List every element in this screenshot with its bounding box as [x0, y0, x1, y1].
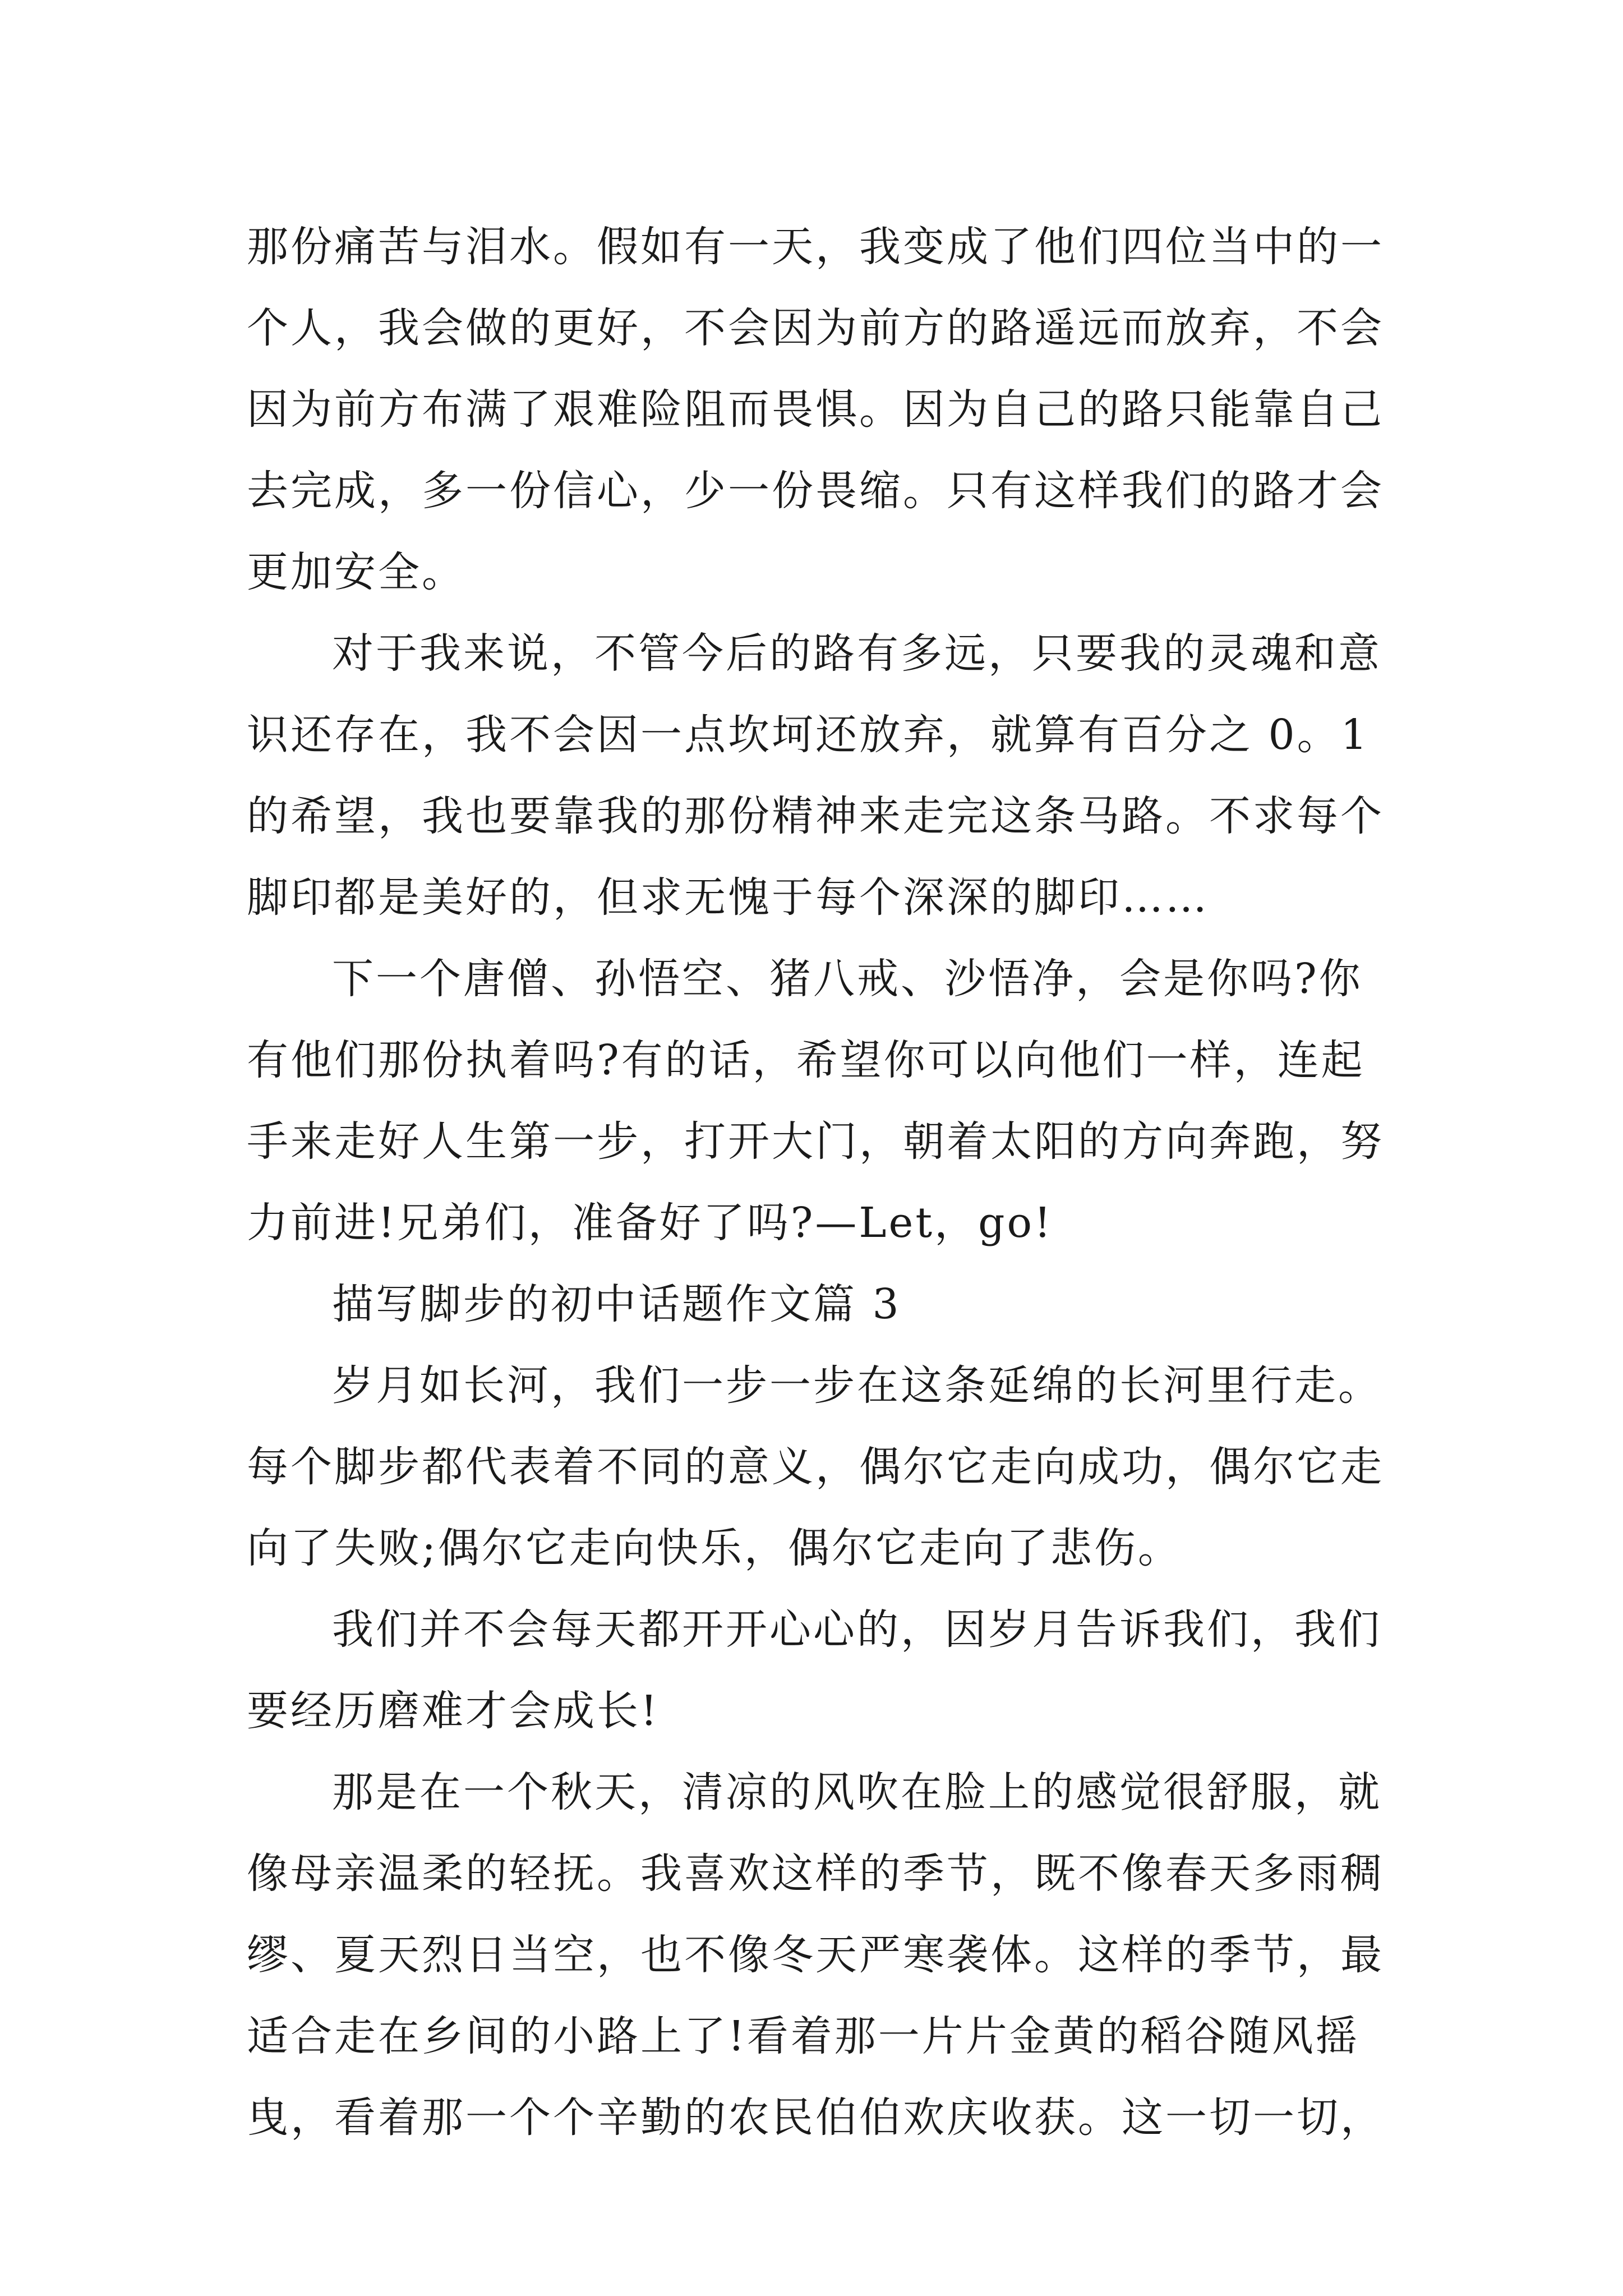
section-heading: 描写脚步的初中话题作文篇 3 [332, 1280, 901, 1328]
text-line: 个人，我会做的更好，不会因为前方的路遥远而放弃，不会 [247, 304, 1384, 352]
text-line: 曳，看着那一个个辛勤的农民伯伯欢庆收获。这一切一切， [247, 2093, 1384, 2142]
body-text [247, 206, 1402, 2159]
text-line: 识还存在，我不会因一点坎坷还放弃，就算有百分之 0。1 [247, 711, 1370, 759]
text-line: 适合走在乡间的小路上了!看着那一片片金黄的稻谷随风摇 [247, 2012, 1359, 2060]
text-line: 的希望，我也要靠我的那份精神来走完这条马路。不求每个 [247, 792, 1384, 840]
paragraph-first-line: 我们并不会每天都开开心心的，因岁月告诉我们，我们 [332, 1605, 1382, 1654]
text-line: 那份痛苦与泪水。假如有一天，我变成了他们四位当中的一 [247, 223, 1384, 271]
paragraph-first-line: 岁月如长河，我们一步一步在这条延绵的长河里行走。 [332, 1361, 1382, 1410]
paragraph-first-line: 对于我来说，不管今后的路有多远，只要我的灵魂和意 [332, 629, 1382, 678]
paragraph-first-line: 下一个唐僧、孙悟空、猪八戒、沙悟净，会是你吗?你 [332, 955, 1363, 1003]
paragraph-first-line: 那是在一个秋天，清凉的风吹在脸上的感觉很舒服，就 [332, 1768, 1382, 1816]
text-line: 要经历磨难才会成长! [247, 1687, 660, 1735]
text-line: 像母亲温柔的轻抚。我喜欢这样的季节，既不像春天多雨稠 [247, 1849, 1384, 1898]
text-line: 缪、夏天烈日当空，也不像冬天严寒袭体。这样的季节，最 [247, 1931, 1384, 1979]
text-line: 手来走好人生第一步，打开大门，朝着太阳的方向奔跑，努 [247, 1117, 1384, 1166]
text-line: 脚印都是美好的，但求无愧于每个深深的脚印…… [247, 873, 1209, 922]
text-line: 力前进!兄弟们，准备好了吗?—Let，go! [247, 1199, 1053, 1247]
text-line: 每个脚步都代表着不同的意义，偶尔它走向成功，偶尔它走 [247, 1443, 1384, 1491]
text-line: 向了失败;偶尔它走向快乐，偶尔它走向了悲伤。 [247, 1524, 1182, 1572]
text-line: 更加安全。 [247, 548, 465, 596]
text-line: 去完成，多一份信心，少一份畏缩。只有这样我们的路才会 [247, 467, 1384, 515]
text-line: 因为前方布满了艰难险阻而畏惧。因为自己的路只能靠自己 [247, 385, 1384, 434]
text-line: 有他们那份执着吗?有的话，希望你可以向他们一样，连起 [247, 1036, 1365, 1084]
